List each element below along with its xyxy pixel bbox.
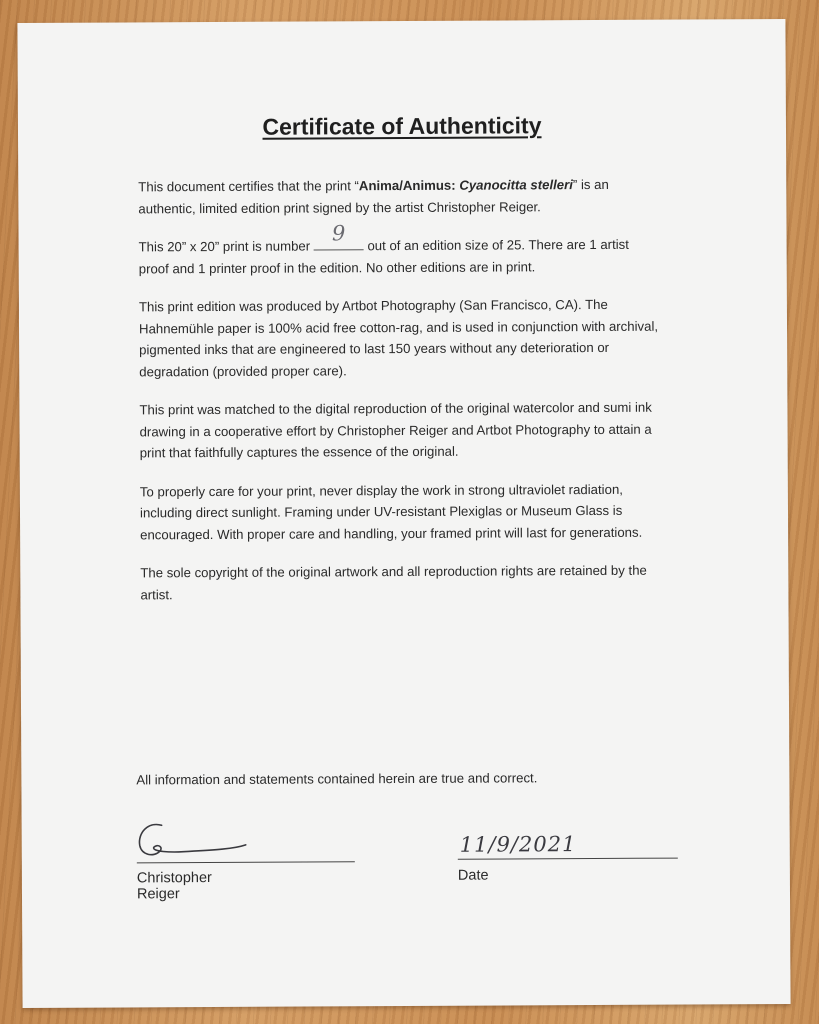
date-line [458,858,678,860]
edition-number-field [314,221,364,250]
certificate-body [138,174,660,623]
date-label: Date [457,867,489,884]
signature-label: Christopher Reiger [136,870,212,903]
date-handwritten: 11/9/2021 [459,832,577,857]
p1-pre: This document certifies that the print “ [138,178,359,195]
p2-pre: This 20” x 20” print is number [138,238,314,255]
title-text: Certificate of Authenticity [262,112,542,140]
paragraph-copyright: The sole copyright of the original artwork and all reproduction rights are retained by the artist. [140,562,647,602]
certificate-paper [17,19,790,1008]
p1-post: ” is an authentic, limited edition print signed by the artist Christopher Reiger. [138,176,609,216]
truth-statement: All information and statements contained herein are true and correct. [136,770,538,788]
paragraph-matching: This print was matched to the digital reproduction of the original watercolor and sumi ink drawing in a cooperative effort by Christopher Reiger and Artbot Photography to attain a print that faithfully captures the essence of the original. [139,399,652,461]
print-title: Anima/Animus: [358,177,460,194]
edition-number-handwritten: 9 [331,221,346,246]
paragraph-production: This print edition was produced by Artbot Photography (San Francisco, CA). The Hahnemühle paper is 100% acid free cotton-rag, and is used in conjunction with archival, pigmented inks that are engineered to last 150 years without any deterioration or degradation (provided proper care). [138,296,659,379]
p2-post: out of an edition size of 25. There are 1 artist proof and 1 printer proof in the edition. No other editions are in print. [138,236,629,276]
certificate-title [18,111,786,142]
artist-signature [134,817,264,868]
paragraph-care: To properly care for your print, never display the work in strong ultraviolet radiation, including direct sunlight. Framing under UV-resistant Plexiglas or Museum Glass is encouraged. With proper care and handling, your framed print will last for generations. [139,481,643,542]
paragraph-certification [138,174,658,220]
print-species: Cyanocitta stelleri [459,177,573,193]
paragraph-edition [138,221,659,280]
